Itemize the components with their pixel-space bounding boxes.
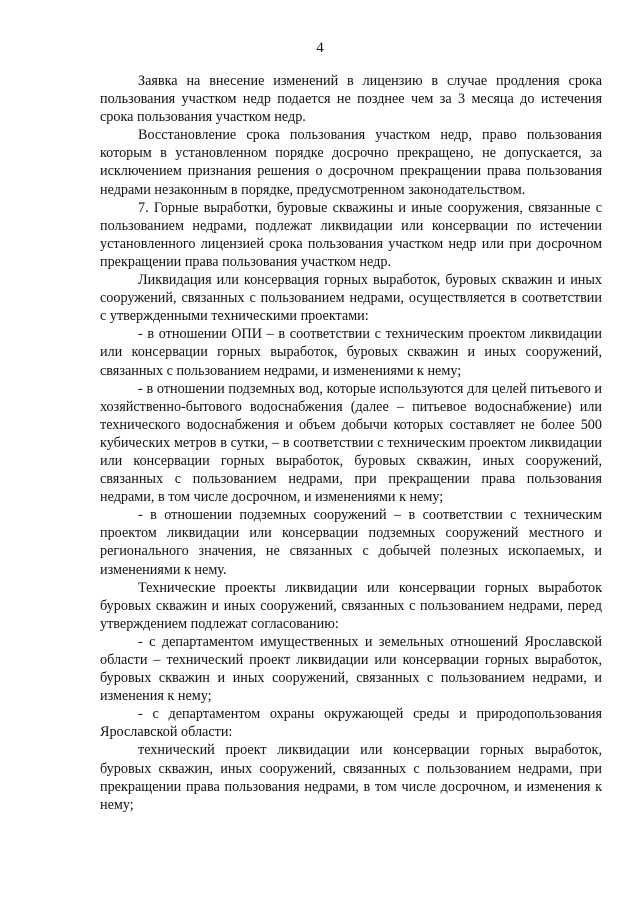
paragraph-technical-project: технический проект ликвидации или консервации горных выработок, буровых скважин, иных сооружений, связанных с пользованием недрами, при прекращении права пользования недрами, в том числе досрочном, и изменения к нему; (100, 742, 602, 813)
paragraph-liquidation-conservation: Ликвидация или консервация горных выработок, буровых скважин и иных сооружений, связанных с пользованием недрами, осуществляется в соответствии с утвержденными техническими проектами: (100, 272, 602, 325)
list-item-environment-department: - с департаментом охраны окружающей среды и природопользования Ярославской области: (100, 706, 602, 741)
page-number: 4 (316, 40, 324, 56)
list-item-groundwater: - в отношении подземных вод, которые используются для целей питьевого и хозяйственно-бытового водоснабжения (далее – питьевое водоснабжение) или технического водоснабжения и объем добычи которых составляет не более 500 кубических метров в сутки, – в соответствии с техническим проектом ликвидации или консервации горных выработок, буровых скважин, иных сооружений, связанных с пользованием недрами, при прекращении права пользования недрами, в том числе досрочном, и изменениями к нему; (100, 380, 602, 506)
paragraph-term-restoration: Восстановление срока пользования участком недр, право пользования которым в установленном порядке досрочно прекращено, не допускается, за исключением признания решения о досрочном прекращении права пользования недрами незаконным в порядке, предусмотренном законодательством. (100, 127, 602, 198)
paragraph-project-approval: Технические проекты ликвидации или консервации горных выработок буровых скважин и иных сооружений, связанных с пользованием недрами, перед утверждением подлежат согласованию: (100, 579, 602, 632)
document-body (100, 72, 602, 814)
list-item-property-department: - с департаментом имущественных и земельных отношений Ярославской области – технический проект ликвидации или консервации горных выработок, буровых скважин и иных сооружений, связанных с пользованием недрами, и изменения к нему; (100, 633, 602, 705)
paragraph-item-7: 7. Горные выработки, буровые скважины и иные сооружения, связанные с пользованием недрами, подлежат ликвидации или консервации по истечении установленного лицензией срока пользования участком недр или при досрочном прекращении права пользования участком недр. (100, 199, 602, 270)
list-item-opi: - в отношении ОПИ – в соответствии с техническим проектом ликвидации или консервации горных выработок, буровых скважин и иных сооружений, связанных с пользованием недрами, и изменениями к нему; (100, 326, 602, 379)
paragraph-license-change-request: Заявка на внесение изменений в лицензию в случае продления срока пользования участком недр подается не позднее чем за 3 месяца до истечения срока пользования участком недр. (100, 73, 602, 126)
list-item-underground-structures: - в отношении подземных сооружений – в соответствии с техническим проектом ликвидации или консервации подземных сооружений местного и регионального значения, не связанных с добычей полезных ископаемых, и изменениями к нему. (100, 507, 602, 578)
